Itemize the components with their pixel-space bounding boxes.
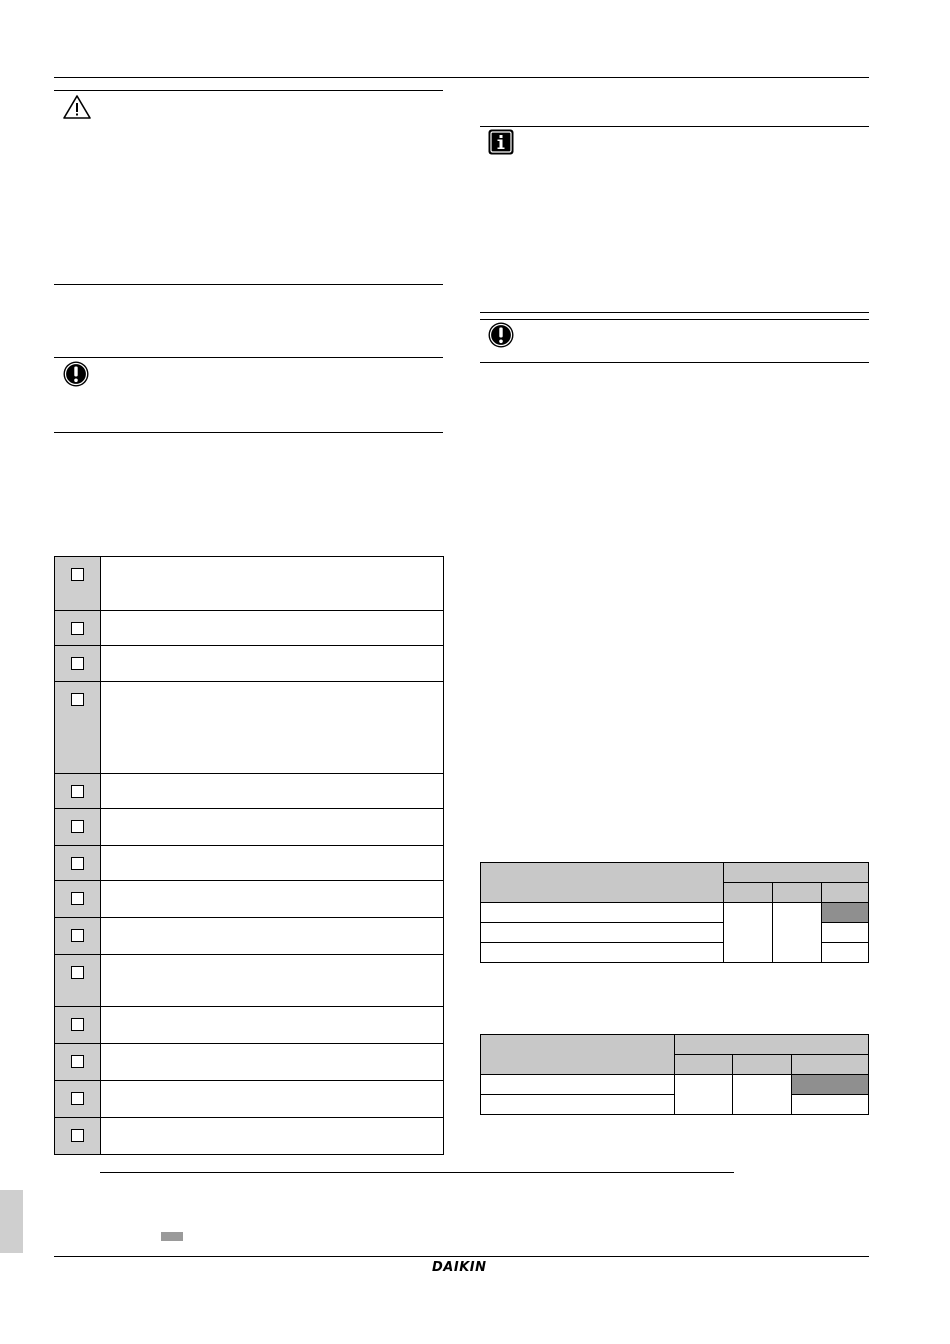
checkbox[interactable] [71, 693, 84, 706]
checkbox-cell [55, 611, 101, 645]
spec-table-1 [480, 862, 869, 963]
notice2-top-rule [480, 319, 869, 320]
table-row [481, 1075, 869, 1095]
checklist-item-text [101, 774, 443, 808]
info-top-rule [480, 126, 869, 127]
info-icon [487, 128, 515, 156]
checklist-item-text [101, 1044, 443, 1080]
checklist-table [54, 556, 444, 1155]
checkbox[interactable] [71, 892, 84, 905]
checklist-item-text [101, 846, 443, 880]
checklist-item-text [101, 646, 443, 681]
checkbox[interactable] [71, 929, 84, 942]
warning-top-rule [54, 90, 443, 91]
checkbox[interactable] [71, 657, 84, 670]
table-row [481, 1095, 869, 1115]
checkbox[interactable] [71, 785, 84, 798]
notice2-bottom-rule [480, 362, 869, 363]
checkbox-cell [55, 646, 101, 681]
footer-rule [54, 1256, 869, 1257]
checklist-row [55, 881, 443, 918]
checklist-item-text [101, 955, 443, 1006]
checkbox-cell [55, 809, 101, 845]
checklist-row [55, 774, 443, 809]
notice-bottom-rule [54, 432, 443, 433]
side-tab [0, 1190, 23, 1253]
brand-logo: DAIKIN [432, 1260, 487, 1275]
checklist-item-text [101, 611, 443, 645]
checkbox-cell [55, 955, 101, 1006]
warning-bottom-rule [54, 284, 443, 285]
checkbox-cell [55, 1118, 101, 1154]
checkbox[interactable] [71, 857, 84, 870]
spec-table-2 [480, 1034, 869, 1115]
footer-marker [161, 1232, 183, 1241]
checkbox[interactable] [71, 1055, 84, 1068]
warning-triangle-icon [62, 94, 92, 120]
checklist-row [55, 955, 443, 1007]
checkbox-cell [55, 774, 101, 808]
checkbox-cell [55, 1044, 101, 1080]
checklist-row [55, 611, 443, 646]
checkbox-cell [55, 846, 101, 880]
info-bottom-rule [480, 312, 869, 313]
notice-top-rule [54, 357, 443, 358]
checklist-item-text [101, 557, 443, 610]
checklist-row [55, 646, 443, 682]
checkbox-cell [55, 1081, 101, 1117]
checklist-row [55, 1044, 443, 1081]
checkbox[interactable] [71, 966, 84, 979]
footnote-rule [100, 1172, 734, 1173]
checkbox-cell [55, 881, 101, 917]
checkbox[interactable] [71, 622, 84, 635]
checklist-item-text [101, 682, 443, 773]
checkbox[interactable] [71, 568, 84, 581]
exclamation-circle-icon [487, 321, 515, 349]
exclamation-circle-icon [62, 360, 90, 388]
table-row [481, 863, 869, 883]
table-row [481, 1035, 869, 1055]
checklist-row [55, 1007, 443, 1044]
header-rule [54, 77, 869, 78]
checklist-row [55, 918, 443, 955]
checklist-row [55, 557, 443, 611]
checklist-item-text [101, 918, 443, 954]
checkbox[interactable] [71, 1129, 84, 1142]
checkbox-cell [55, 1007, 101, 1043]
checkbox[interactable] [71, 820, 84, 833]
checklist-row [55, 809, 443, 846]
checklist-item-text [101, 881, 443, 917]
checkbox[interactable] [71, 1018, 84, 1031]
checklist-row [55, 846, 443, 881]
checkbox-cell [55, 557, 101, 610]
checkbox[interactable] [71, 1092, 84, 1105]
checklist-row [55, 1118, 443, 1155]
checklist-item-text [101, 1081, 443, 1117]
table-row [481, 903, 869, 923]
checklist-item-text [101, 1118, 443, 1154]
checklist-item-text [101, 809, 443, 845]
checkbox-cell [55, 918, 101, 954]
checklist-row [55, 682, 443, 774]
checkbox-cell [55, 682, 101, 773]
checklist-item-text [101, 1007, 443, 1043]
checklist-row [55, 1081, 443, 1118]
